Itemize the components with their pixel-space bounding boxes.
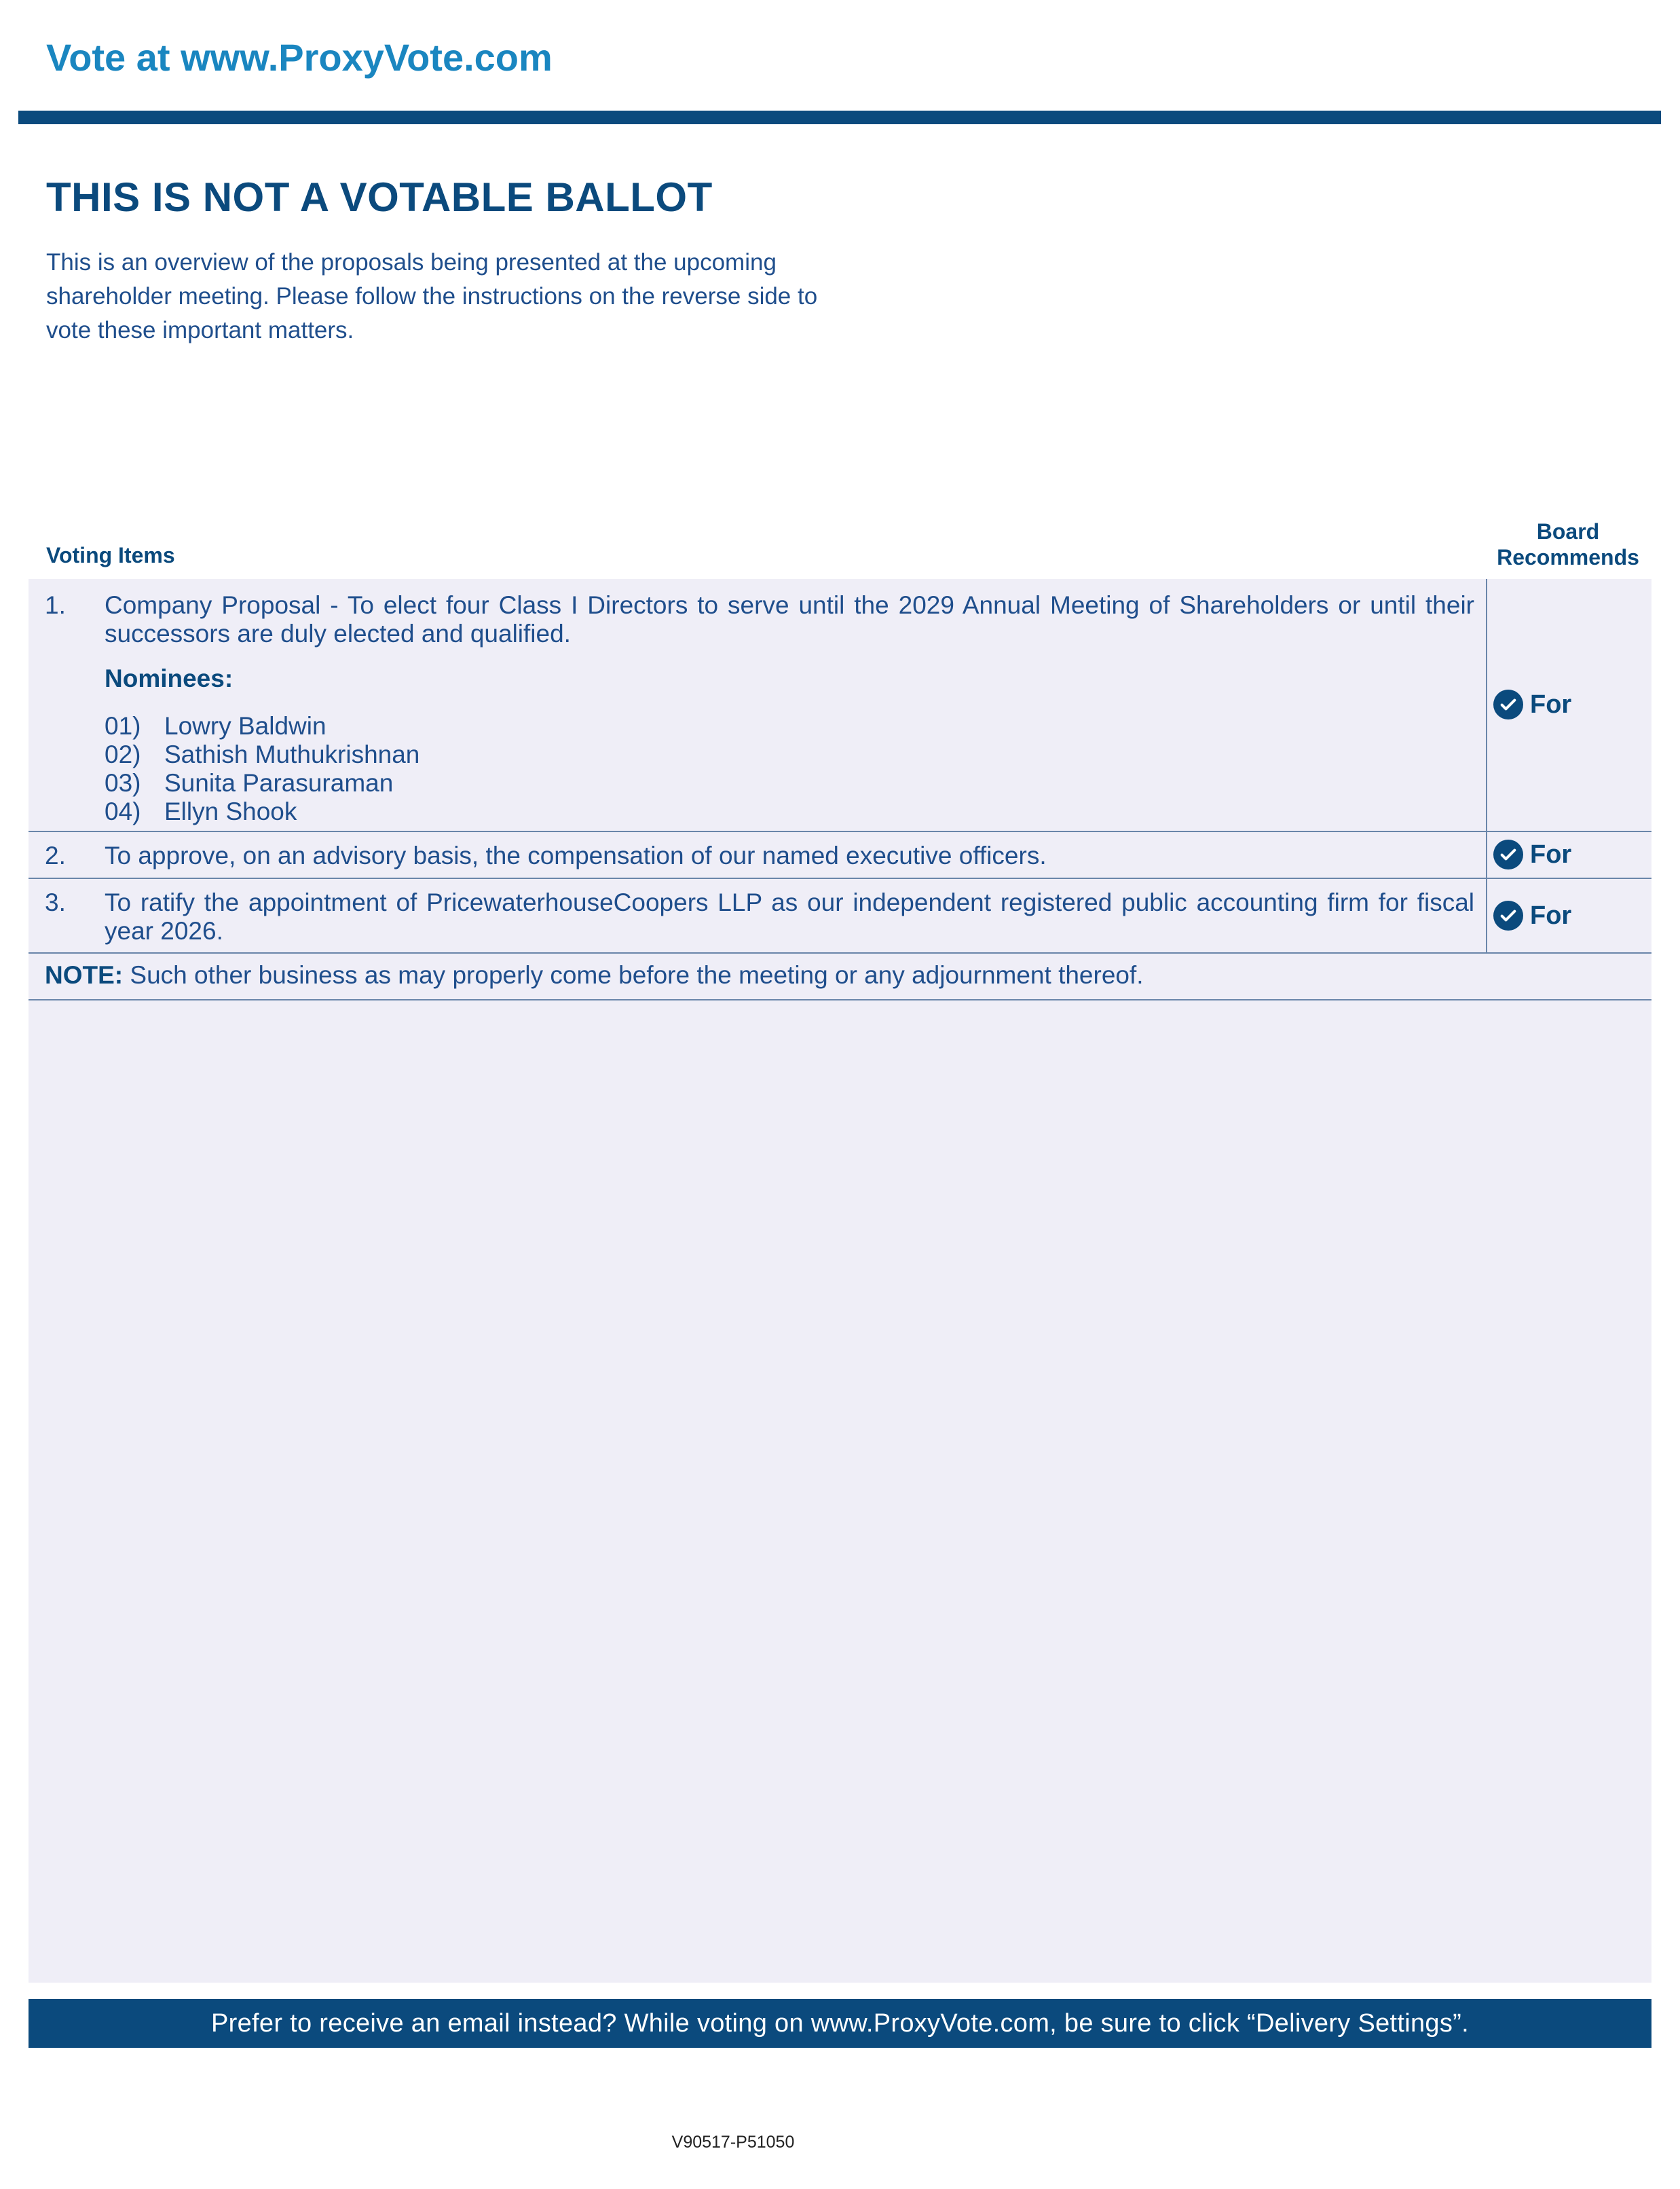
intro-paragraph: This is an overview of the proposals being presented at the upcoming shareholder meeting. Please follow the instructions on the reverse side to vote these important matters. xyxy=(46,249,818,343)
column-divider xyxy=(1486,832,1487,878)
note xyxy=(45,961,1144,990)
check-circle-icon xyxy=(1493,690,1523,719)
nominee-item xyxy=(105,712,419,741)
nominee-number: 02) xyxy=(105,741,141,768)
note-text: Such other business as may properly come before the meeting or any adjournment thereof. xyxy=(123,961,1144,989)
item-number: 1. xyxy=(45,591,66,619)
page-title: THIS IS NOT A VOTABLE BALLOT xyxy=(46,174,713,220)
voting-item-2 xyxy=(29,832,1651,879)
email-delivery-banner: Prefer to receive an email instead? While voting on www.ProxyVote.com, be sure to click “Delivery Settings”. xyxy=(29,1999,1651,2048)
board-header-line1: Board xyxy=(1536,519,1600,544)
item-number: 2. xyxy=(45,842,66,869)
nominee-name: Sathish Muthukrishnan xyxy=(164,741,420,768)
item-text: Company Proposal - To elect four Class I Directors to serve until the 2029 Annual Meeting of Shareholders or until their successors are duly elected and qualified. xyxy=(105,591,1474,648)
nominee-name: Ellyn Shook xyxy=(164,798,297,825)
header-divider xyxy=(18,111,1661,124)
item-text: To approve, on an advisory basis, the compensation of our named executive officers. xyxy=(105,842,1047,869)
column-divider xyxy=(1486,879,1487,952)
voting-item-3 xyxy=(29,879,1651,954)
document-code: V90517-P51050 xyxy=(671,2133,795,2152)
nominee-item xyxy=(105,769,419,798)
recommendation-label: For xyxy=(1530,840,1572,869)
recommendation-label: For xyxy=(1530,901,1572,930)
note-label: NOTE: xyxy=(45,961,124,989)
voting-items-header: Voting Items xyxy=(46,543,175,567)
item-number: 3. xyxy=(45,888,66,916)
recommendation-label: For xyxy=(1530,690,1572,719)
nominees-label: Nominees: xyxy=(105,665,234,692)
nominee-name: Lowry Baldwin xyxy=(164,712,326,740)
nominee-name: Sunita Parasuraman xyxy=(164,769,394,797)
board-recommends-header xyxy=(1480,519,1656,570)
nominee-item xyxy=(105,798,419,826)
column-divider xyxy=(1486,579,1487,831)
nominee-list xyxy=(105,712,419,826)
nominee-number: 03) xyxy=(105,769,141,797)
recommendation xyxy=(1493,690,1571,719)
item-text: To ratify the appointment of PricewaterhouseCoopers LLP as our independent registered public accounting firm for fiscal year 2026. xyxy=(105,888,1474,945)
check-circle-icon xyxy=(1493,840,1523,869)
recommendation xyxy=(1493,901,1571,931)
voting-item-1 xyxy=(29,579,1651,832)
vote-at-header: Vote at www.ProxyVote.com xyxy=(46,36,553,79)
recommendation xyxy=(1493,840,1571,869)
board-header-line2: Recommends xyxy=(1497,545,1639,569)
nominee-number: 04) xyxy=(105,798,141,825)
check-circle-icon xyxy=(1493,901,1523,931)
nominee-number: 01) xyxy=(105,712,141,740)
nominee-item xyxy=(105,741,419,769)
